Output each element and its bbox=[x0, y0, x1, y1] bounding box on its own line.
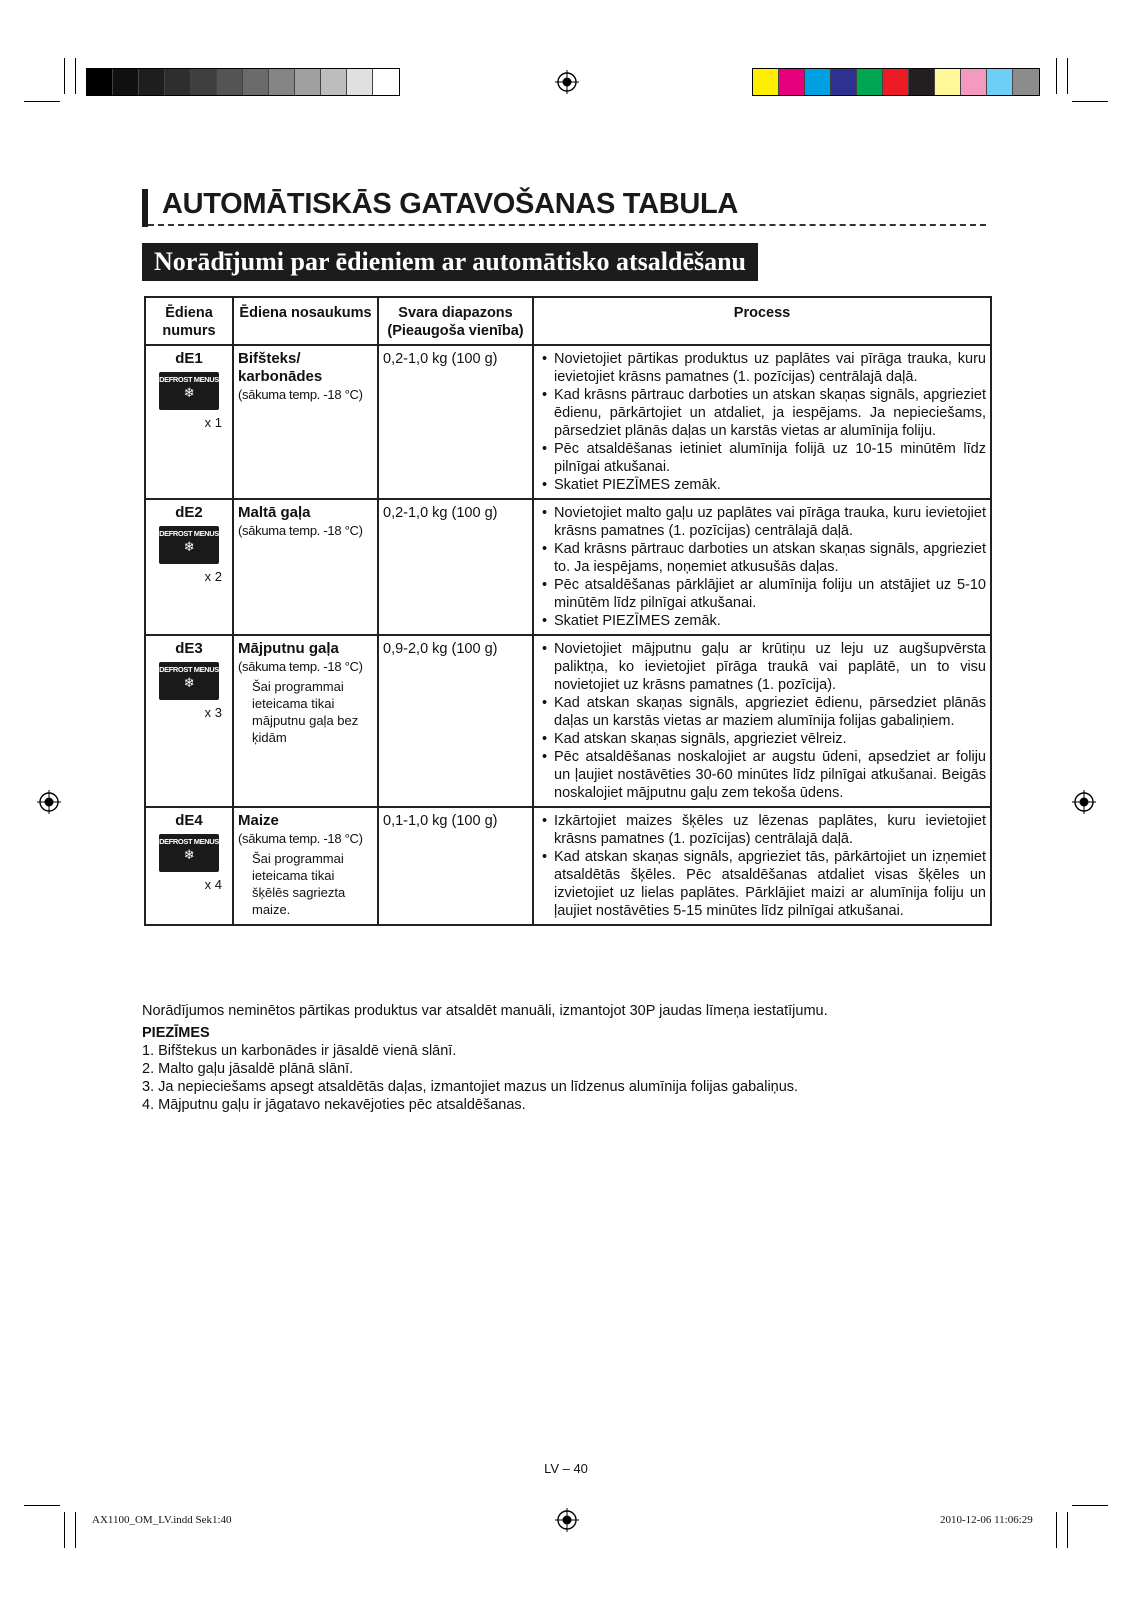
cell-name bbox=[233, 499, 378, 635]
cell-process bbox=[533, 807, 991, 925]
cell-num bbox=[145, 499, 233, 635]
crop-mark bbox=[1072, 101, 1108, 102]
process-step: • Pēc atsaldēšanas noskalojiet ar augstu ūdeni, apsedziet ar foliju un ļaujiet nostāvēties 30-60 minūtes līdz pilnīgai atkušanai. Beigās noskalojiet mājputnu gaļu zem tekoša ūdens. bbox=[554, 748, 986, 802]
crop-mark bbox=[1067, 58, 1068, 94]
process-step: • Kad atskan skaņas signāls, apgrieziet vēlreiz. bbox=[554, 730, 986, 748]
page-number: LV – 40 bbox=[544, 1461, 588, 1476]
defrost-menus-button-icon bbox=[159, 526, 219, 564]
notes-title: PIEZĪMES bbox=[142, 1025, 210, 1041]
gray-color-bar bbox=[86, 68, 400, 96]
gray-swatch bbox=[347, 69, 373, 95]
gray-swatch bbox=[191, 69, 217, 95]
registration-mark-icon bbox=[555, 70, 579, 94]
gray-swatch bbox=[113, 69, 139, 95]
section-bar bbox=[142, 189, 148, 227]
gray-swatch bbox=[295, 69, 321, 95]
table-header-row bbox=[145, 297, 991, 345]
color-swatch bbox=[857, 69, 883, 95]
process-step: • Novietojiet pārtikas produktus uz paplātes vai pīrāga trauka, kuru ievietojiet krāsns pamatnes (1. pozīcijas) centrālajā daļā. bbox=[554, 350, 986, 386]
start-temp: (sākuma temp. -18 °C) bbox=[238, 659, 363, 674]
snowflake-icon: ❄ bbox=[183, 847, 195, 862]
note-item: 2. Malto gaļu jāsaldē plānā slānī. bbox=[142, 1061, 354, 1077]
note-item: 1. Bifštekus un karbonādes ir jāsaldē vienā slānī. bbox=[142, 1043, 457, 1059]
process-step: • Kad atskan skaņas signāls, apgrieziet ēdienu, pārsedziet plānās daļas un karstās vietas ar maziem alumīnija folijas gabaliņiem. bbox=[554, 694, 986, 730]
defrost-menus-label: DEFROST MENUS bbox=[159, 375, 219, 384]
color-swatch bbox=[753, 69, 779, 95]
header-process: Process bbox=[533, 297, 991, 345]
cmyk-color-bar bbox=[752, 68, 1040, 96]
start-temp: (sākuma temp. -18 °C) bbox=[238, 387, 363, 402]
color-swatch bbox=[935, 69, 961, 95]
color-swatch bbox=[779, 69, 805, 95]
crop-mark bbox=[24, 1505, 60, 1506]
process-step: • Novietojiet mājputnu gaļu ar krūtiņu uz leju uz augšupvērsta paliktņa, ko ievietojiet pīrāga traukā vai paplātē, un to visu novietojiet uz krāsns pamatnes (1. pozīcija). bbox=[554, 640, 986, 694]
program-code: dE4 bbox=[175, 812, 203, 829]
registration-mark-icon bbox=[555, 1508, 579, 1532]
crop-mark bbox=[75, 58, 76, 94]
color-swatch bbox=[883, 69, 909, 95]
process-step: • Kad atskan skaņas signāls, apgrieziet tās, pārkārtojiet un izņemiet atsaldētās šķēles. Pēc atsaldēšanas atdaliet visas šķēles un izvietojiet uz lielas paplātes. Pārklājiet maizi ar alumīnija foliju un ļaujiet nostāvēties 5-15 minūtes līdz pilnīgai atkušanai. bbox=[554, 848, 986, 920]
footer-file: AX1100_OM_LV.indd Sek1:40 bbox=[92, 1514, 232, 1526]
dish-note: Šai programmai ieteicama tikai mājputnu gaļa bez ķidām bbox=[252, 679, 359, 745]
gray-swatch bbox=[321, 69, 347, 95]
note-item: 3. Ja nepieciešams apsegt atsaldētās daļas, izmantojiet mazus un līdzenus alumīnija folijas gabaliņus. bbox=[142, 1079, 799, 1095]
gray-swatch bbox=[217, 69, 243, 95]
gray-swatch bbox=[139, 69, 165, 95]
gray-swatch bbox=[243, 69, 269, 95]
color-swatch bbox=[961, 69, 987, 95]
crop-mark bbox=[1067, 1512, 1068, 1548]
process-step: • Novietojiet malto gaļu uz paplātes vai pīrāga trauka, kuru ievietojiet krāsns pamatnes (1. pozīcijas) centrālajā daļā. bbox=[554, 504, 986, 540]
process-step: • Pēc atsaldēšanas pārklājiet ar alumīnija foliju un atstājiet uz 5-10 minūtēm līdz pilnīgai atkušanai. bbox=[554, 576, 986, 612]
dish-note: Šai programmai ieteicama tikai šķēlēs sagriezta maize. bbox=[252, 851, 346, 917]
defrost-menus-label: DEFROST MENUS bbox=[159, 837, 219, 846]
snowflake-icon: ❄ bbox=[183, 675, 195, 690]
crop-mark bbox=[64, 1512, 65, 1548]
table-row bbox=[145, 345, 991, 499]
process-step: • Izkārtojiet maizes šķēles uz lēzenas paplātes, kuru ievietojiet krāsns pamatnes (1. pozīcijas) centrālajā daļā. bbox=[554, 812, 986, 848]
page-title: AUTOMĀTISKĀS GATAVOŠANAS TABULA bbox=[162, 188, 739, 220]
footer-date: 2010-12-06 11:06:29 bbox=[940, 1514, 1033, 1526]
press-count: x 2 bbox=[204, 569, 222, 584]
cell-num bbox=[145, 635, 233, 807]
table-row bbox=[145, 635, 991, 807]
color-swatch bbox=[1013, 69, 1039, 95]
notes-list bbox=[142, 1042, 798, 1114]
cell-name bbox=[233, 635, 378, 807]
press-count: x 1 bbox=[204, 415, 222, 430]
crop-mark bbox=[24, 101, 60, 102]
table-row bbox=[145, 499, 991, 635]
cell-process bbox=[533, 635, 991, 807]
process-step: • Skatiet PIEZĪMES zemāk. bbox=[554, 612, 986, 630]
cell-weight: 0,2-1,0 kg (100 g) bbox=[378, 345, 533, 499]
cell-process bbox=[533, 345, 991, 499]
table-row bbox=[145, 807, 991, 925]
manual-defrost-note: Norādījumos neminētos pārtikas produktus var atsaldēt manuāli, izmantojot 30P jaudas līmeņa iestatījumu. bbox=[142, 1003, 828, 1019]
defrost-menus-label: DEFROST MENUS bbox=[159, 529, 219, 538]
gray-swatch bbox=[373, 69, 399, 95]
program-code: dE1 bbox=[175, 350, 203, 367]
dish-name: Bifšteks/ karbonādes bbox=[238, 350, 323, 385]
process-list bbox=[538, 350, 986, 494]
gray-swatch bbox=[269, 69, 295, 95]
cell-name bbox=[233, 345, 378, 499]
press-count: x 3 bbox=[204, 705, 222, 720]
cell-name bbox=[233, 807, 378, 925]
registration-mark-icon bbox=[1072, 790, 1096, 814]
dish-name: Maltā gaļa bbox=[238, 504, 311, 521]
subtitle-banner: Norādījumi par ēdieniem ar automātisko atsaldēšanu bbox=[142, 243, 758, 281]
process-step: • Kad krāsns pārtrauc darboties un atskan skaņas signāls, apgrieziet to. Ja iespējams, noņemiet atkusušās daļas. bbox=[554, 540, 986, 576]
note-item: 4. Mājputnu gaļu ir jāgatavo nekavējoties pēc atsaldēšanas. bbox=[142, 1097, 526, 1113]
program-code: dE3 bbox=[175, 640, 203, 657]
title-underline bbox=[148, 224, 986, 226]
color-swatch bbox=[987, 69, 1013, 95]
start-temp: (sākuma temp. -18 °C) bbox=[238, 831, 363, 846]
crop-mark bbox=[1056, 1512, 1057, 1548]
color-swatch bbox=[805, 69, 831, 95]
start-temp: (sākuma temp. -18 °C) bbox=[238, 523, 363, 538]
defrost-menus-button-icon bbox=[159, 662, 219, 700]
cell-num bbox=[145, 807, 233, 925]
process-list bbox=[538, 812, 986, 920]
dish-name: Maize bbox=[238, 812, 279, 829]
process-list bbox=[538, 640, 986, 802]
defrost-table bbox=[144, 296, 992, 926]
header-name: Ēdiena nosaukums bbox=[233, 297, 378, 345]
header-weight: Svara diapazons (Pieaugoša vienība) bbox=[378, 297, 533, 345]
snowflake-icon: ❄ bbox=[183, 539, 195, 554]
snowflake-icon: ❄ bbox=[183, 385, 195, 400]
crop-mark bbox=[75, 1512, 76, 1548]
process-step: • Kad krāsns pārtrauc darboties un atskan skaņas signāls, apgrieziet ēdienu, pārkārtojiet un atdaliet, ja iespējams. Ja nepieciešams, pārsedziet plānās daļas un karstās vietas ar alumīnija foliju. bbox=[554, 386, 986, 440]
cell-num bbox=[145, 345, 233, 499]
program-code: dE2 bbox=[175, 504, 203, 521]
press-count: x 4 bbox=[204, 877, 222, 892]
process-step: • Skatiet PIEZĪMES zemāk. bbox=[554, 476, 986, 494]
process-step: • Pēc atsaldēšanas ietiniet alumīnija folijā uz 10-15 minūtēm līdz pilnīgai atkušanai. bbox=[554, 440, 986, 476]
dish-name: Mājputnu gaļa bbox=[238, 640, 339, 657]
gray-swatch bbox=[87, 69, 113, 95]
cell-weight: 0,2-1,0 kg (100 g) bbox=[378, 499, 533, 635]
crop-mark bbox=[64, 58, 65, 94]
color-swatch bbox=[831, 69, 857, 95]
color-swatch bbox=[909, 69, 935, 95]
cell-process bbox=[533, 499, 991, 635]
header-num: Ēdiena numurs bbox=[145, 297, 233, 345]
crop-mark bbox=[1056, 58, 1057, 94]
registration-mark-icon bbox=[37, 790, 61, 814]
crop-mark bbox=[1072, 1505, 1108, 1506]
cell-weight: 0,1-1,0 kg (100 g) bbox=[378, 807, 533, 925]
cell-weight: 0,9-2,0 kg (100 g) bbox=[378, 635, 533, 807]
defrost-menus-label: DEFROST MENUS bbox=[159, 665, 219, 674]
process-list bbox=[538, 504, 986, 630]
defrost-menus-button-icon bbox=[159, 372, 219, 410]
defrost-menus-button-icon bbox=[159, 834, 219, 872]
gray-swatch bbox=[165, 69, 191, 95]
